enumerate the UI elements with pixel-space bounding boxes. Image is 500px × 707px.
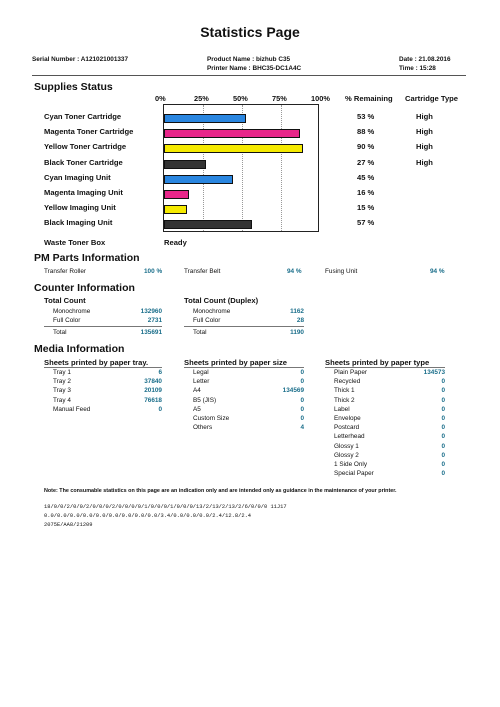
supply-level-bar xyxy=(164,160,206,169)
product-name: Product Name : bizhub C35 xyxy=(207,56,291,63)
media-tray-row-label: Tray 2 xyxy=(53,378,71,386)
gridline-75 xyxy=(281,105,282,231)
media-type-row-value: 134573 xyxy=(423,369,445,376)
duplex-monochrome-label: Monochrome xyxy=(193,308,231,315)
consumable-note: Note: The consumable statistics on this page are an indication only and are intended only as guidance in the maintenance of your printer. xyxy=(44,488,397,494)
supply-item-remaining: 88 % xyxy=(357,127,375,137)
media-size-row-value: 0 xyxy=(300,369,304,376)
media-size-row-label: Others xyxy=(193,424,213,432)
supply-item-remaining: 16 % xyxy=(357,188,375,197)
axis-tick-label: 50% xyxy=(233,94,248,103)
report-time: Time : 15:28 xyxy=(399,65,436,72)
pm-parts-heading: PM Parts Information xyxy=(34,252,140,264)
axis-tick-label: 100% xyxy=(311,94,330,103)
axis-tick-label: 75% xyxy=(272,94,287,103)
page-title: Statistics Page xyxy=(200,24,300,40)
media-tray-row-label: Tray 1 xyxy=(53,369,71,376)
media-tray-title: Sheets printed by paper tray. xyxy=(44,358,149,367)
supply-level-bar xyxy=(164,190,189,199)
media-type-row-value: 0 xyxy=(441,378,445,386)
serial-number-text: Serial Number : A121021001337 xyxy=(32,56,129,63)
supply-item-name: Yellow Imaging Unit xyxy=(44,203,116,213)
media-size-row-label: A5 xyxy=(193,405,201,413)
raw-data-line-2: 0.0/0.0/0.0/0.0/0.0/0.0/0.0/0.0/0.0/3.4/0.0/0.0/0.0/2.4/12.8/2.4 xyxy=(44,513,252,519)
supply-item-remaining: 15 % xyxy=(357,203,375,213)
media-size-row-value: 4 xyxy=(300,424,304,432)
duplex-monochrome-value: 1162 xyxy=(290,308,304,315)
supply-item-name: Black Imaging Unit xyxy=(44,218,113,228)
media-size-row-label: Legal xyxy=(193,369,209,376)
supply-level-bar xyxy=(164,114,246,123)
waste-toner-label: Waste Toner Box xyxy=(44,238,106,247)
supply-item-name: Magenta Toner Cartridge xyxy=(44,127,134,137)
duplex-total-value: 1190 xyxy=(290,329,304,336)
media-tray-row-value: 76618 xyxy=(144,396,162,404)
media-heading: Media Information xyxy=(34,343,125,355)
media-size-row-value: 0 xyxy=(300,405,304,413)
media-type-title: Sheets printed by paper type xyxy=(325,358,430,367)
supply-level-bar xyxy=(164,175,233,184)
supply-level-bar xyxy=(164,144,303,153)
media-size-row-value: 0 xyxy=(300,396,304,404)
duplex-count-divider xyxy=(184,326,304,327)
media-tray-row-value: 6 xyxy=(158,369,162,376)
printer-name: Printer Name : BHC35-DC1A4C xyxy=(207,65,302,72)
media-type-row-label: Postcard xyxy=(334,424,360,432)
media-size-row-label: B5 (JIS) xyxy=(193,396,217,404)
supply-item-remaining: 57 % xyxy=(357,218,375,228)
axis-tick-label: 25% xyxy=(194,94,209,103)
media-type-row-label: Glossy 1 xyxy=(334,442,359,450)
supply-item-name: Cyan Imaging Unit xyxy=(44,172,111,182)
media-type-row-label: Label xyxy=(334,405,350,413)
supply-item-name: Cyan Toner Cartridge xyxy=(44,112,122,121)
supply-item-remaining: 53 % xyxy=(357,112,375,121)
axis-tick-label: 0% xyxy=(155,94,166,103)
supply-item-name: Black Toner Cartridge xyxy=(44,157,123,167)
supply-level-bar xyxy=(164,220,252,229)
media-size-row-label: Letter xyxy=(193,378,210,386)
duplex-fullcolor-label: Full Color xyxy=(193,317,221,324)
media-tray-row-value: 37840 xyxy=(144,378,162,386)
media-type-row-label: Thick 2 xyxy=(334,396,355,404)
media-size-row-value: 0 xyxy=(300,415,304,422)
report-date: Date : 21.08.2016 xyxy=(399,56,451,63)
supply-item-cartridge-type: High xyxy=(416,157,433,167)
total-monochrome-label: Monochrome xyxy=(53,308,91,315)
media-size-row-label: A4 xyxy=(193,387,201,395)
media-type-row-label: Glossy 2 xyxy=(334,451,359,459)
media-type-row-value: 0 xyxy=(441,451,445,459)
duplex-total-label: Total xyxy=(193,329,207,336)
media-size-title: Sheets printed by paper size xyxy=(184,358,287,367)
media-type-row-value: 0 xyxy=(441,433,445,441)
pm-part-fusing-unit: Fusing Unit xyxy=(325,268,358,275)
media-size-row-value: 134569 xyxy=(282,387,304,395)
media-tray-divider xyxy=(44,367,162,368)
media-type-row-label: Envelope xyxy=(334,415,361,422)
supplies-bar-chart xyxy=(163,104,319,232)
total-count-total-label: Total xyxy=(53,329,67,336)
supply-item-remaining: 45 % xyxy=(357,172,375,182)
supply-item-remaining: 90 % xyxy=(357,142,375,152)
media-type-row-value: 0 xyxy=(441,442,445,450)
media-type-row-label: 1 Side Only xyxy=(334,461,368,468)
media-type-row-label: Plain Paper xyxy=(334,369,368,376)
supply-level-bar xyxy=(164,129,300,138)
supply-item-cartridge-type: High xyxy=(416,142,433,152)
media-type-row-value: 0 xyxy=(441,415,445,422)
media-type-row-value: 0 xyxy=(441,461,445,468)
media-tray-row-label: Manual Feed xyxy=(53,405,91,413)
media-type-row-value: 0 xyxy=(441,405,445,413)
duplex-count-title: Total Count (Duplex) xyxy=(184,296,259,305)
pm-part-transfer-belt-value: 94 % xyxy=(287,268,302,275)
media-tray-row-label: Tray 4 xyxy=(53,396,71,404)
media-type-row-label: Special Paper xyxy=(334,470,374,478)
media-tray-row-value: 20109 xyxy=(144,387,162,395)
media-type-row-value: 0 xyxy=(441,396,445,404)
waste-toner-status: Ready xyxy=(164,238,187,247)
total-fullcolor-value: 2731 xyxy=(147,317,162,324)
raw-data-line-3: 2075E/AA8/21209 xyxy=(44,522,93,528)
total-monochrome-value: 132960 xyxy=(140,308,162,315)
total-count-total-value: 135691 xyxy=(140,329,162,336)
media-size-row-label: Custom Size xyxy=(193,415,230,422)
supply-level-bar xyxy=(164,205,187,214)
media-size-row-value: 0 xyxy=(300,378,304,386)
media-type-row-label: Recycled xyxy=(334,378,361,386)
media-type-row-value: 0 xyxy=(441,470,445,478)
pm-part-fusing-unit-value: 94 % xyxy=(430,268,445,275)
pm-part-transfer-roller: Transfer Roller xyxy=(44,268,87,275)
duplex-fullcolor-value: 28 xyxy=(296,317,304,324)
total-count-divider xyxy=(44,326,162,327)
pm-part-transfer-roller-value: 100 % xyxy=(144,268,163,275)
remaining-column-header: % Remaining xyxy=(345,94,393,103)
media-type-row-value: 0 xyxy=(441,387,445,395)
total-count-title: Total Count xyxy=(44,296,86,305)
supplies-heading: Supplies Status xyxy=(34,81,113,93)
supply-item-cartridge-type: High xyxy=(416,112,433,121)
media-type-divider xyxy=(325,367,445,368)
total-fullcolor-label: Full Color xyxy=(53,317,81,324)
supply-item-cartridge-type: High xyxy=(416,127,433,137)
supply-item-name: Magenta Imaging Unit xyxy=(44,188,123,197)
media-type-row-label: Letterhead xyxy=(334,433,365,441)
media-type-row-value: 0 xyxy=(441,424,445,432)
media-type-row-label: Thick 1 xyxy=(334,387,355,395)
media-tray-row-value: 0 xyxy=(158,405,162,413)
cartridge-type-column-header: Cartridge Type xyxy=(405,94,459,103)
media-size-divider xyxy=(184,367,304,368)
serial-number xyxy=(32,56,128,63)
gridline-50 xyxy=(242,105,243,231)
header-divider xyxy=(32,75,466,76)
supply-item-remaining: 27 % xyxy=(357,157,375,167)
media-tray-row-label: Tray 3 xyxy=(53,387,71,395)
supply-item-name: Yellow Toner Cartridge xyxy=(44,142,127,152)
counter-heading: Counter Information xyxy=(34,282,135,294)
pm-part-transfer-belt: Transfer Belt xyxy=(184,268,221,275)
raw-data-line-1: 18/0/0/2/0/0/2/0/0/0/2/0/0/0/0/1/0/0/0/1/0/0/0/13/2/13/2/13/2/6/0/0/0 11J17 xyxy=(44,504,287,510)
